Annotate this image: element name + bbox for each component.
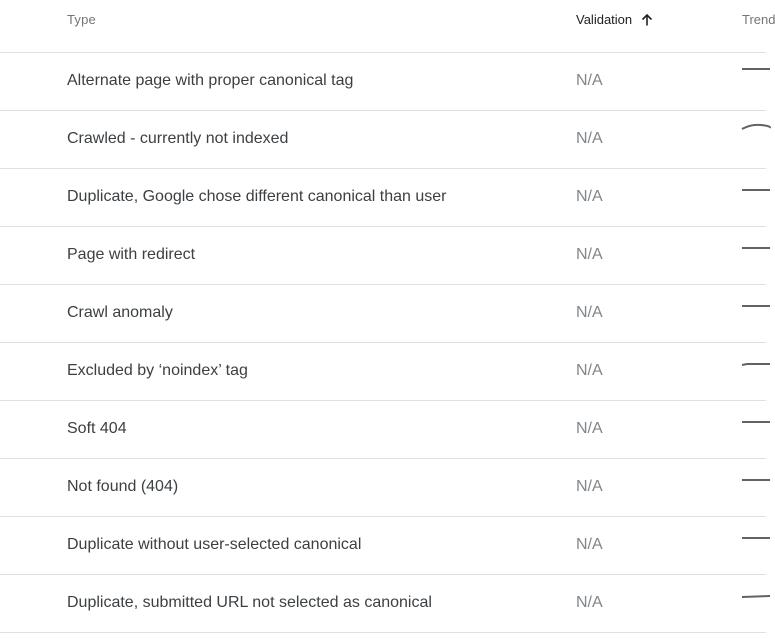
row-validation: N/A [576, 420, 603, 437]
row-validation: N/A [576, 246, 603, 263]
table-header [0, 0, 775, 53]
table-row[interactable] [0, 53, 766, 111]
trend-sparkline-icon [741, 585, 771, 609]
table-row[interactable] [0, 343, 766, 401]
trend-sparkline-icon [741, 179, 771, 203]
row-validation: N/A [576, 188, 603, 205]
row-type: Duplicate, Google chose different canonical than user [67, 188, 447, 205]
row-type: Soft 404 [67, 420, 127, 437]
trend-sparkline-icon [741, 353, 771, 377]
table-row[interactable] [0, 459, 766, 517]
row-type: Excluded by ‘noindex’ tag [67, 362, 248, 379]
table-body [0, 53, 766, 633]
table-row[interactable] [0, 285, 766, 343]
table-row[interactable] [0, 169, 766, 227]
table-row[interactable] [0, 401, 766, 459]
row-validation: N/A [576, 130, 603, 147]
row-validation: N/A [576, 594, 603, 611]
row-type: Crawled - currently not indexed [67, 130, 289, 147]
row-type: Duplicate without user-selected canonical [67, 536, 362, 553]
row-validation: N/A [576, 72, 603, 89]
sort-ascending-arrow-icon [640, 13, 654, 27]
row-type: Page with redirect [67, 246, 196, 263]
row-validation: N/A [576, 362, 603, 379]
row-type: Crawl anomaly [67, 304, 173, 321]
column-header-validation-label: Validation [576, 12, 633, 27]
table-row[interactable] [0, 575, 766, 633]
trend-sparkline-icon [741, 527, 771, 551]
trend-sparkline-icon [741, 63, 771, 87]
column-header-validation[interactable] [576, 12, 654, 27]
table-row[interactable] [0, 517, 766, 575]
trend-sparkline-icon [741, 411, 771, 435]
row-type: Duplicate, submitted URL not selected as canonical [67, 594, 432, 611]
table-row[interactable] [0, 227, 766, 285]
row-type: Not found (404) [67, 478, 179, 495]
trend-sparkline-icon [741, 237, 771, 261]
row-validation: N/A [576, 536, 603, 553]
column-header-trend[interactable]: Trend [742, 12, 775, 27]
column-header-type[interactable]: Type [67, 12, 96, 27]
trend-sparkline-icon [741, 469, 771, 493]
table-row[interactable] [0, 111, 766, 169]
row-validation: N/A [576, 304, 603, 321]
row-type: Alternate page with proper canonical tag [67, 72, 354, 89]
trend-sparkline-icon [741, 121, 771, 145]
row-validation: N/A [576, 478, 603, 495]
trend-sparkline-icon [741, 295, 771, 319]
